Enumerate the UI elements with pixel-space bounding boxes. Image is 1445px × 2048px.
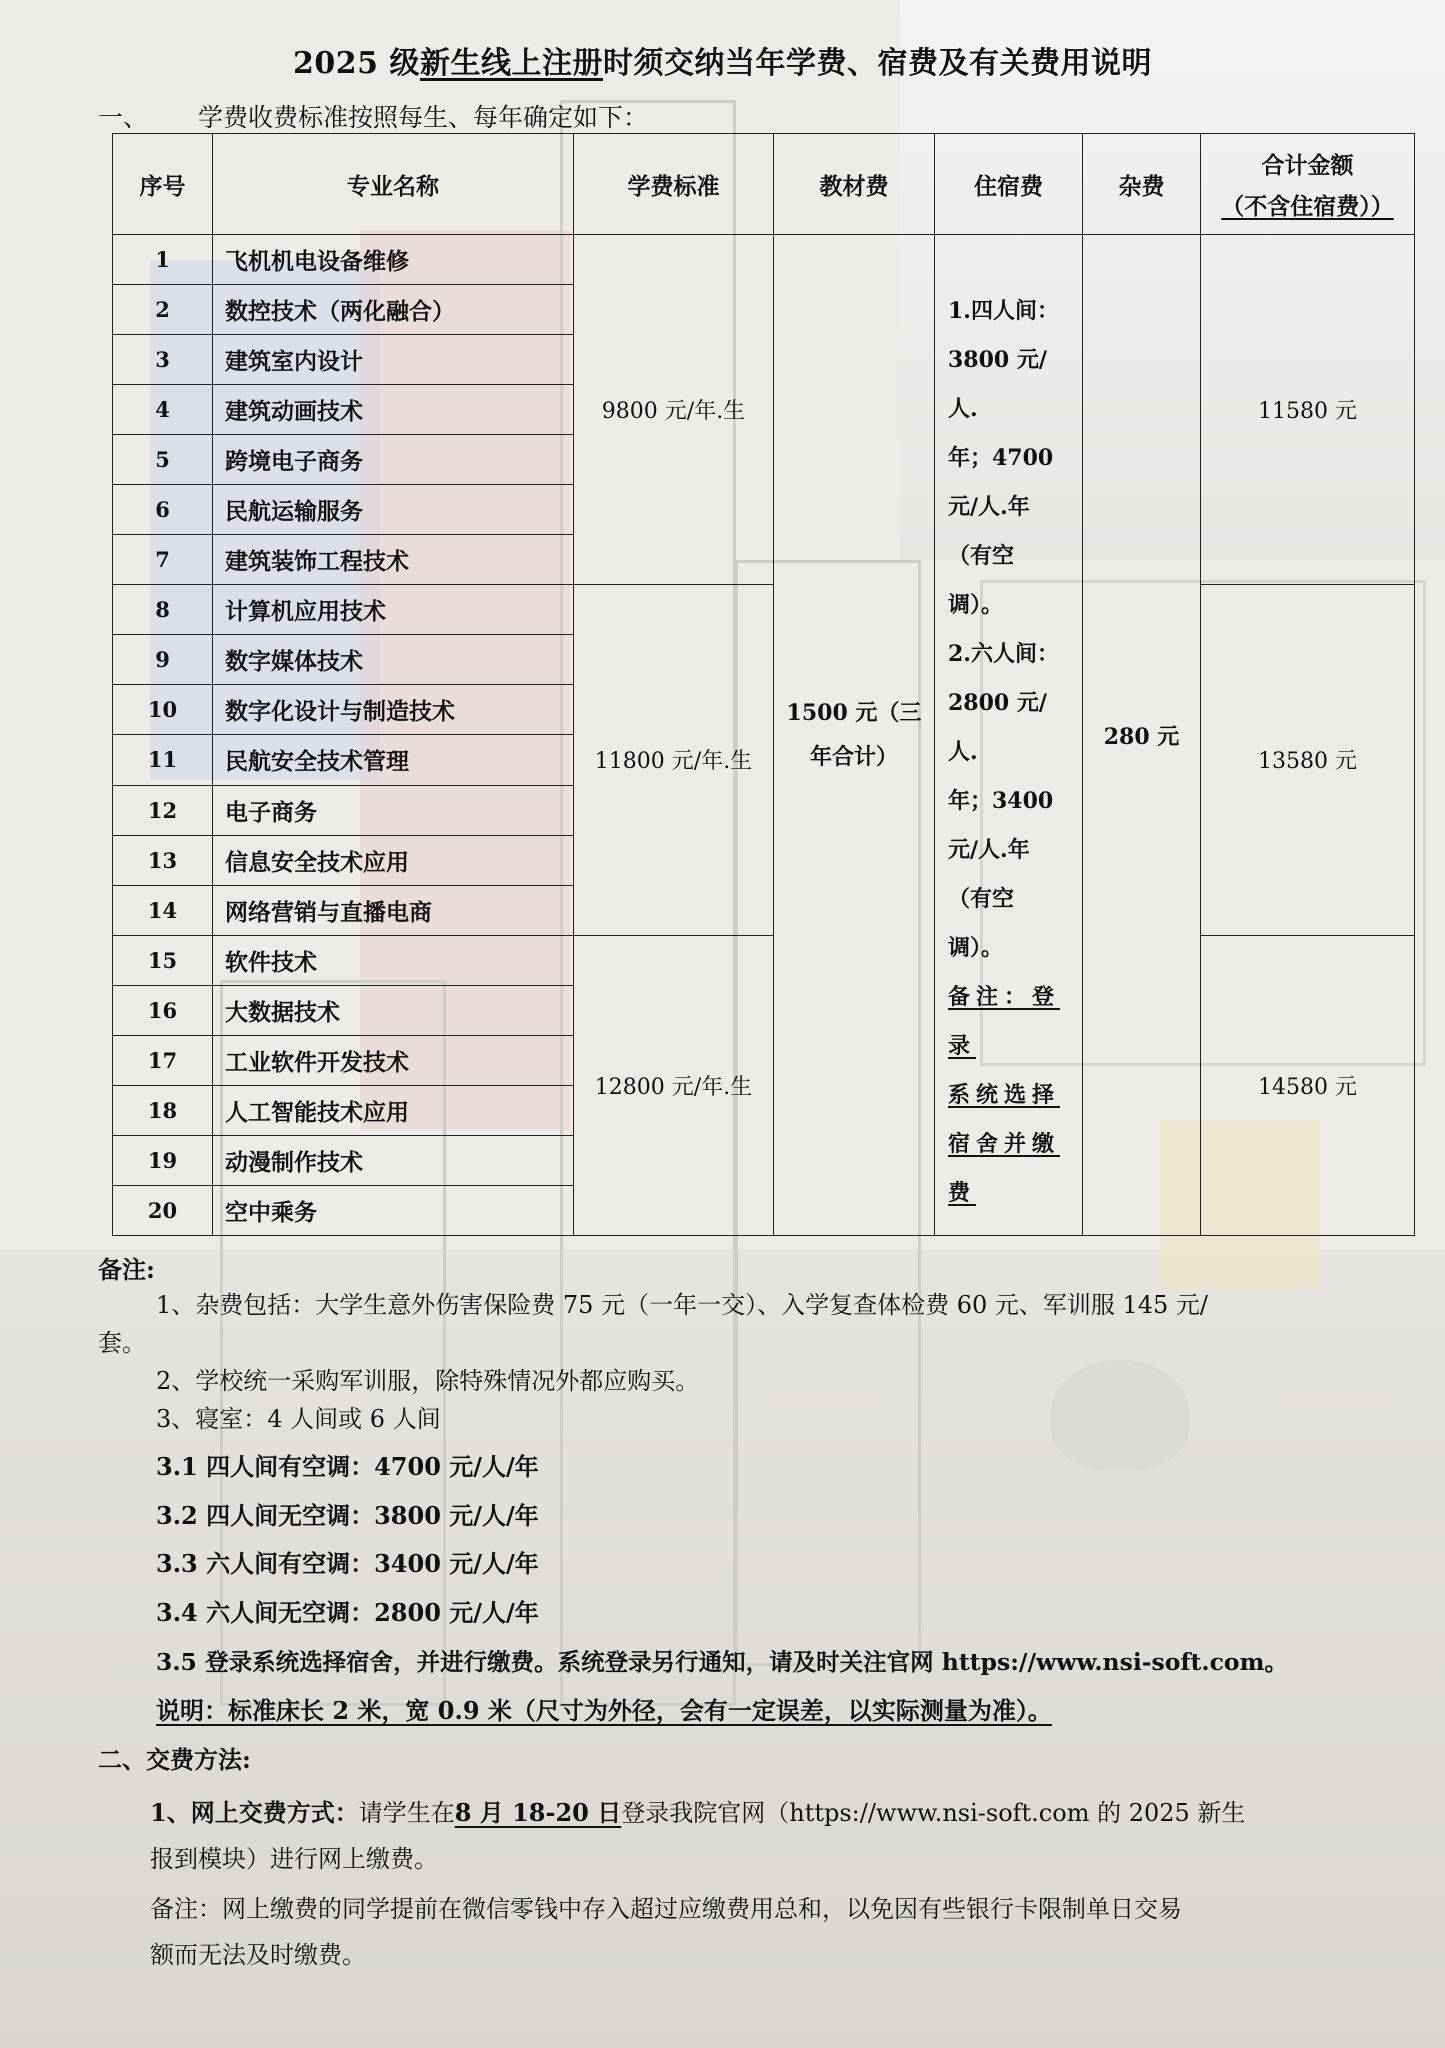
row-major: 工业软件开发技术 [213,1035,574,1085]
misc-fee-cell: 280 元 [1083,235,1201,1236]
row-no: 7 [113,535,213,585]
header-tuition: 学费标准 [574,134,774,235]
row-major: 软件技术 [213,935,574,985]
row-major: 数控技术（两化融合） [213,285,574,335]
row-no: 9 [113,635,213,685]
row-major: 计算机应用技术 [213,585,574,635]
notes-item-3: 3、寝室：4 人间或 6 人间 [156,1405,441,1433]
bed-size-note: 说明：标准床长 2 米，宽 0.9 米（尺寸为外径，会有一定误差，以实际测量为准）。 [156,1696,1052,1725]
row-major: 电子商务 [213,785,574,835]
row-major: 人工智能技术应用 [213,1085,574,1135]
row-no: 20 [113,1185,213,1235]
row-no: 10 [113,685,213,735]
header-major: 专业名称 [213,134,574,235]
row-no: 8 [113,585,213,635]
page-title: 2025 级新生线上注册时须交纳当年学费、宿费及有关费用说明 [293,46,1152,81]
dorm-note: 备注：登录 [948,984,1061,1059]
row-major: 民航运输服务 [213,485,574,535]
row-major: 跨境电子商务 [213,435,574,485]
header-no: 序号 [113,134,213,235]
row-no: 16 [113,985,213,1035]
row-no: 11 [113,735,213,785]
fee-table [112,133,1415,1236]
dorm-fee-cell: 1.四人间： 3800 元/人. 年；4700 元/人.年 （有空 调）。 2.六人间： 2800 元/人. 年；3400 元/人.年 （有空 调）。 备注：登录 系统选择 宿舍并缴 费 [935,235,1083,1236]
notes-item-1: 1、杂费包括：大学生意外伤害保险费 75 元（一年一交）、入学复查体检费 60 元、军训服 145 元/ 套。 [98,1291,1209,1357]
section1-heading: 一、 学费收费标准按照每生、每年确定如下： [98,103,649,132]
table-header-row [113,134,1415,235]
row-major: 建筑室内设计 [213,335,574,385]
notes-item-3-1: 3.1 四人间有空调：4700 元/人/年 [156,1452,539,1481]
row-major: 数字媒体技术 [213,635,574,685]
row-no: 14 [113,885,213,935]
row-no: 5 [113,435,213,485]
row-no: 12 [113,785,213,835]
notes-item-2: 2、学校统一采购军训服，除特殊情况外都应购买。 [156,1367,700,1395]
row-no: 18 [113,1085,213,1135]
section2-heading: 二、交费方法: [98,1745,251,1774]
row-major: 网络营销与直播电商 [213,885,574,935]
row-major: 数字化设计与制造技术 [213,685,574,735]
table-row [113,235,1415,285]
row-major: 动漫制作技术 [213,1135,574,1185]
table-row [113,935,1415,985]
row-no: 17 [113,1035,213,1085]
row-major: 民航安全技术管理 [213,735,574,785]
header-dorm: 住宿费 [935,134,1083,235]
row-major: 信息安全技术应用 [213,835,574,885]
tuition-group-2: 11800 元/年.生 [574,585,774,935]
notes-item-3-5: 3.5 登录系统选择宿舍，并进行缴费。系统登录另行通知，请及时关注官网 https://www.nsi-soft.com。 [156,1648,1288,1676]
total-group-1: 11580 元 [1201,235,1415,585]
notes-item-3-4: 3.4 六人间无空调：2800 元/人/年 [156,1598,539,1627]
section2-item-1: 1、网上交费方式：请学生在8 月 18-20 日登录我院官网（https://www.nsi-soft.com 的 2025 新生 报到模块）进行网上缴费。 [150,1798,1246,1873]
header-misc: 杂费 [1083,134,1201,235]
tuition-group-3: 12800 元/年.生 [574,935,774,1235]
row-major: 建筑动画技术 [213,385,574,435]
row-no: 19 [113,1135,213,1185]
tuition-group-1: 9800 元/年.生 [574,235,774,585]
notes-section [98,1250,1418,1290]
row-no: 1 [113,235,213,285]
table-row [113,585,1415,635]
row-major: 大数据技术 [213,985,574,1035]
row-major: 建筑装饰工程技术 [213,535,574,585]
row-no: 6 [113,485,213,535]
total-group-3: 14580 元 [1201,935,1415,1235]
row-major: 飞机机电设备维修 [213,235,574,285]
row-no: 3 [113,335,213,385]
header-total: 合计金额 （不含住宿费）） [1201,134,1415,235]
notes-item-3-2: 3.2 四人间无空调：3800 元/人/年 [156,1501,539,1530]
notes-heading: 备注: [98,1255,155,1284]
books-fee-cell: 1500 元（三 年合计） [774,235,935,1236]
row-no: 2 [113,285,213,335]
row-no: 15 [113,935,213,985]
row-no: 13 [113,835,213,885]
section2-remark: 备注：网上缴费的同学提前在微信零钱中存入超过应缴费用总和，以免因有些银行卡限制单日交易 额而无法及时缴费。 [150,1895,1182,1969]
notes-item-3-3: 3.3 六人间有空调：3400 元/人/年 [156,1549,539,1578]
header-books: 教材费 [774,134,935,235]
row-major: 空中乘务 [213,1185,574,1235]
row-no: 4 [113,385,213,435]
total-group-2: 13580 元 [1201,585,1415,935]
